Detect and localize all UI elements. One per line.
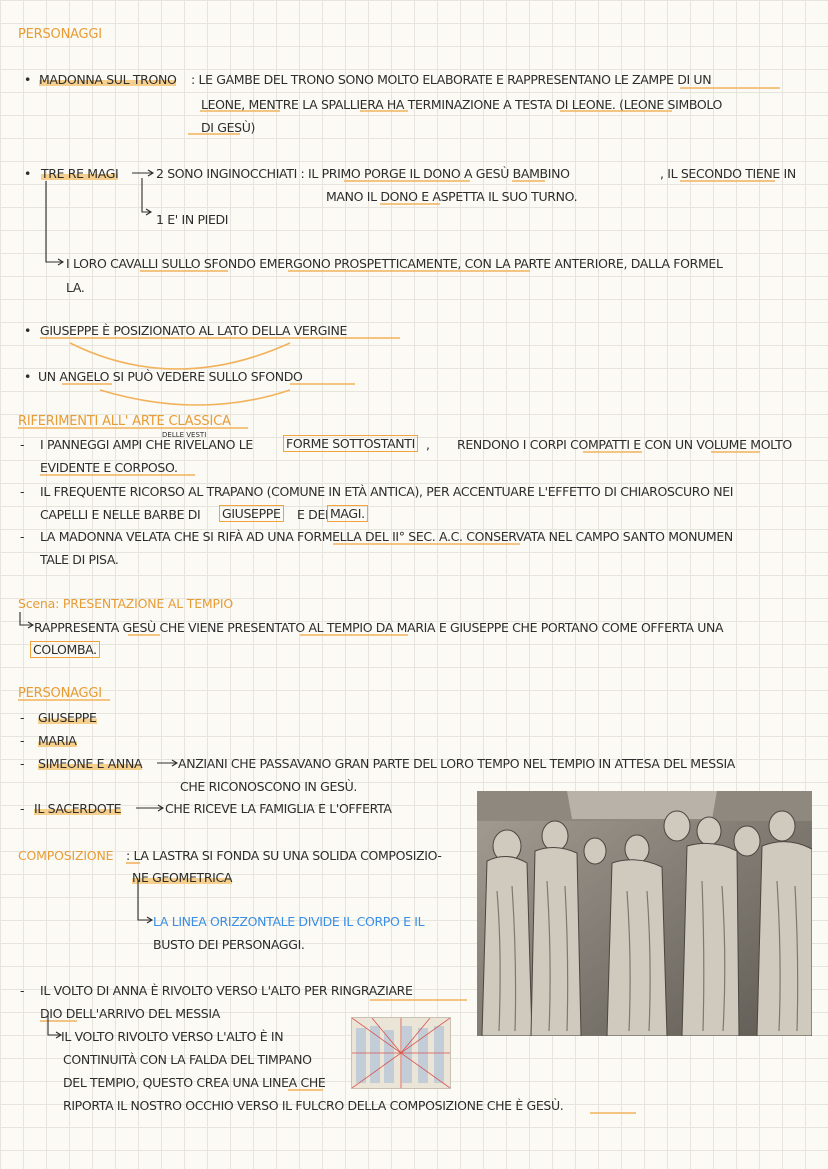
pers-simeone-desc-2: CHE RICONOSCONO IN GESÙ.: [180, 779, 358, 794]
rif-p1a: I PANNEGGI AMPI CHE RIVELANO LE: [40, 437, 253, 452]
scena-line-1: RAPPRESENTA GESÙ CHE VIENE PRESENTATO AL TEMPIO DA MARIA E GIUSEPPE CHE PORTANO COME OFFERTA UNA: [34, 620, 724, 635]
section-heading-personaggi: PERSONAGGI: [18, 27, 102, 42]
bullet: •: [24, 166, 32, 181]
dash: -: [20, 801, 25, 816]
giuseppe-line: GIUSEPPE È POSIZIONATO AL LATO DELLA VERGINE: [40, 323, 348, 338]
magi-label: TRE RE MAGI: [41, 166, 119, 181]
scena-colomba: COLOMBA.: [30, 641, 100, 658]
note-delle-vesti: DELLE VESTI: [162, 431, 207, 439]
rif-p2-box-giuseppe: GIUSEPPE: [219, 505, 284, 522]
rif-p2c: E DEI: [297, 507, 329, 522]
magi-gift: MANO IL DONO E ASPETTA IL SUO TURNO.: [326, 189, 578, 204]
magi-horses-2: LA.: [66, 280, 85, 295]
anna-line-3: IL VOLTO RIVOLTO VERSO L'ALTO È IN: [61, 1029, 284, 1044]
rif-p2a: IL FREQUENTE RICORSO AL TRAPANO (COMUNE IN ETÀ ANTICA), PER ACCENTUARE L'EFFETTO DI CHIAROSCURO NEI: [40, 484, 734, 499]
dash: -: [20, 733, 25, 748]
madonna-text-2: LEONE, MENTRE LA SPALLIERA HA TERMINAZIONE A TESTA DI LEONE. (LEONE SIMBOLO: [201, 97, 723, 112]
rif-p1-box: FORME SOTTOSTANTI: [283, 435, 418, 452]
section-heading-personaggi-2: PERSONAGGI: [18, 686, 102, 701]
pers-simeone-desc-1: ANZIANI CHE PASSAVANO GRAN PARTE DEL LORO TEMPO NEL TEMPIO IN ATTESA DEL MESSIA: [178, 756, 735, 771]
rif-p2-box-magi: MAGI.: [327, 505, 368, 522]
composizione-line-1: : LA LASTRA SI FONDA SU UNA SOLIDA COMPOSIZIO-: [126, 848, 442, 863]
pers-simeone: SIMEONE E ANNA: [38, 756, 143, 771]
dash: -: [20, 437, 25, 452]
madonna-text-3: DI GESÙ): [201, 120, 256, 135]
anna-line-2: DIO DELL'ARRIVO DEL MESSIA: [40, 1006, 220, 1021]
pers-giuseppe: GIUSEPPE: [38, 710, 97, 725]
scena-prefix: Scena:: [18, 596, 60, 611]
madonna-label: MADONNA SUL TRONO: [39, 72, 177, 87]
magi-standing: 1 E' IN PIEDI: [156, 212, 229, 227]
anna-line-5: DEL TEMPIO, QUESTO CREA UNA LINEA CHE: [63, 1075, 326, 1090]
bullet: •: [24, 323, 32, 338]
anna-line-1: IL VOLTO DI ANNA È RIVOLTO VERSO L'ALTO PER RINGRAZIARE: [40, 983, 413, 998]
rif-p1b: ,: [426, 437, 430, 452]
bullet: •: [24, 369, 32, 384]
rif-p2b: CAPELLI E NELLE BARBE DI: [40, 507, 201, 522]
rif-p3b: TALE DI PISA.: [40, 552, 119, 567]
anna-line-6: RIPORTA IL NOSTRO OCCHIO VERSO IL FULCRO DELLA COMPOSIZIONE CHE È GESÙ.: [63, 1098, 564, 1113]
bullet: •: [24, 72, 32, 87]
anna-line-4: CONTINUITÀ CON LA FALDA DEL TIMPANO: [63, 1052, 312, 1067]
dash: -: [20, 484, 25, 499]
magi-horses: I LORO CAVALLI SULLO SFONDO EMERGONO PROSPETTICAMENTE, CON LA PARTE ANTERIORE, DALLA FORMEL: [66, 256, 723, 271]
composizione-label: COMPOSIZIONE: [18, 848, 114, 863]
scena-title: PRESENTAZIONE AL TEMPIO: [62, 596, 233, 611]
pers-sacerdote: IL SACERDOTE: [34, 801, 122, 816]
dash: -: [20, 983, 25, 998]
magi-second: , IL SECONDO TIENE IN: [660, 166, 796, 181]
angelo-line: UN ANGELO SI PUÒ VEDERE SULLO SFONDO: [38, 369, 303, 384]
dash: -: [20, 756, 25, 771]
madonna-text-1: : LE GAMBE DEL TRONO SONO MOLTO ELABORATE E RAPPRESENTANO LE ZAMPE DI UN: [191, 72, 712, 87]
dash: -: [20, 529, 25, 544]
rif-p1d: EVIDENTE E CORPOSO.: [40, 460, 178, 475]
dash: -: [20, 710, 25, 725]
composizione-line-3: LA LINEA ORIZZONTALE DIVIDE IL CORPO E IL: [153, 914, 425, 929]
composizione-line-2: NE GEOMETRICA: [132, 870, 233, 885]
pers-maria: MARIA: [38, 733, 77, 748]
composizione-line-4: BUSTO DEI PERSONAGGI.: [153, 937, 305, 952]
rif-p1c: RENDONO I CORPI COMPATTI E CON UN VOLUME MOLTO: [457, 437, 792, 452]
rif-p3a: LA MADONNA VELATA CHE SI RIFÀ AD UNA FORMELLA DEL II° SEC. A.C. CONSERVATA NEL CAMPO SANTO MONUMEN: [40, 529, 733, 544]
section-heading-riferimenti: RIFERIMENTI ALL' ARTE CLASSICA: [18, 414, 231, 429]
magi-kneeling: 2 SONO INGINOCCHIATI : IL PRIMO PORGE IL DONO A GESÙ BAMBINO: [156, 166, 570, 181]
pers-sacerdote-desc: CHE RICEVE LA FAMIGLIA E L'OFFERTA: [165, 801, 392, 816]
